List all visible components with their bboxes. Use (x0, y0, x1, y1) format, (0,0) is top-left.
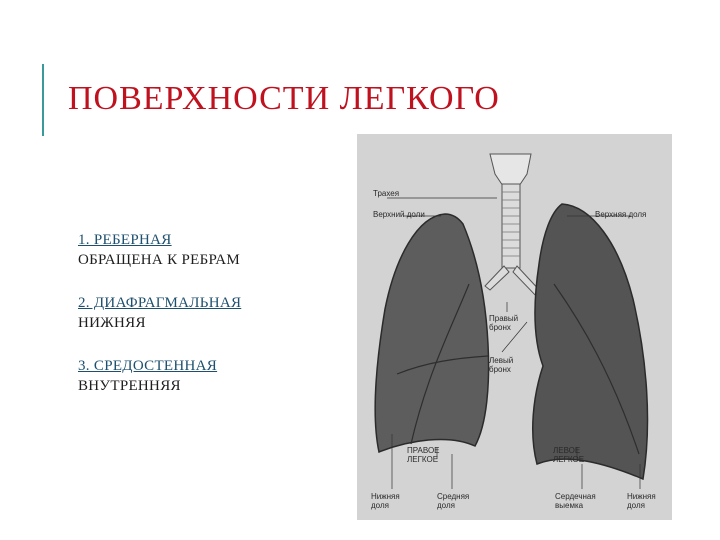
label-right-lung: ПРАВОЕ ЛЕГКОЕ (407, 446, 440, 464)
item-heading[interactable]: 3. СРЕДОСТЕННАЯ (78, 358, 218, 374)
label-right-middle-lobe: Средняя доля (437, 492, 470, 510)
label-right-apex: Верхний доли (373, 210, 425, 219)
label-left-lung: ЛЕВОЕ ЛЕГКОЕ (553, 446, 585, 464)
item-heading[interactable]: 2. ДИАФРАГМАЛЬНАЯ (78, 295, 242, 311)
larynx (490, 154, 531, 186)
slide-title: ПОВЕРХНОСТИ ЛЕГКОГО (68, 80, 500, 117)
label-left-bronchus: Левый бронх (489, 356, 514, 374)
accent-bar (42, 64, 44, 136)
item-description: НИЖНЯЯ (78, 315, 146, 331)
right-bronchus (485, 266, 509, 290)
right-lung (375, 214, 488, 452)
label-right-lower-lobe: Нижняя доля (371, 492, 400, 510)
lung-illustration (357, 134, 672, 520)
label-left-lower-lobe: Нижняя доля (627, 492, 656, 510)
list-item (78, 356, 348, 396)
surface-list (78, 230, 348, 419)
list-item (78, 293, 348, 333)
label-trachea: Трахея (373, 189, 400, 198)
label-left-apex: Верхняя доля (595, 210, 647, 219)
item-description: ОБРАЩЕНА К РЕБРАМ (78, 252, 240, 268)
trachea (502, 184, 520, 268)
list-item (78, 230, 348, 270)
item-description: ВНУТРЕННЯЯ (78, 378, 181, 394)
label-cardiac-notch: Сердечная выемка (555, 492, 596, 510)
item-heading[interactable]: 1. РЕБЕРНАЯ (78, 232, 172, 248)
label-right-bronchus: Правый бронх (489, 314, 519, 332)
